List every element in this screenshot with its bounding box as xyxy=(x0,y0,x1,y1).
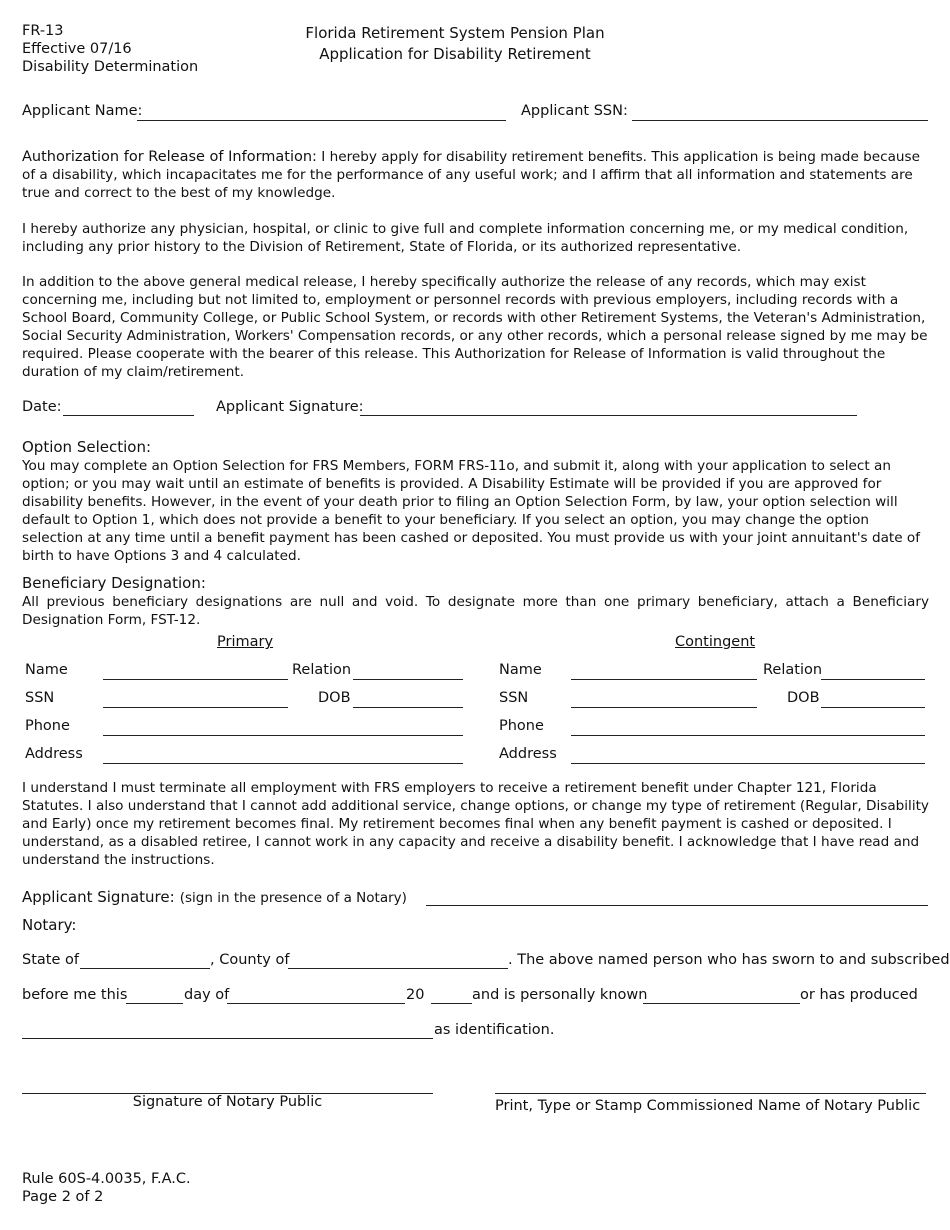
county-field[interactable] xyxy=(288,968,508,969)
understanding-text: I understand I must terminate all employment with FRS employers to receive a retirement benefit under Chapter 121, Florida Statutes. I also understand that I cannot add additional service, change options, or change my type of retirement (Regular, Disability and Early) once my retirement becomes final. My retirement becomes final when any benefit payment is cashed or deposited. I understand, as a disabled retiree, I cannot work in any capacity and receive a disability benefit. I acknowledge that I have read and understand the instructions. xyxy=(22,780,929,868)
primary-dob-field[interactable] xyxy=(353,707,463,708)
identification-field[interactable] xyxy=(22,1038,433,1039)
form-title-line1: Florida Retirement System Pension Plan xyxy=(305,24,605,42)
authorization-heading: Authorization for Release of Information: xyxy=(22,149,317,165)
primary-address-field[interactable] xyxy=(103,763,463,764)
primary-ssn-label: SSN xyxy=(25,690,55,706)
personally-known-label: and is personally known xyxy=(472,987,648,1003)
contingent-dob-label: DOB xyxy=(787,690,820,706)
form-title-line2: Application for Disability Retirement xyxy=(319,45,591,63)
month-field[interactable] xyxy=(227,1003,405,1004)
state-field[interactable] xyxy=(80,968,210,969)
primary-address-label: Address xyxy=(25,746,83,762)
contingent-name-label: Name xyxy=(499,662,542,678)
before-me-label: before me this xyxy=(22,987,128,1003)
primary-ssn-field[interactable] xyxy=(103,707,288,708)
sworn-text: . The above named person who has sworn to and subscribed xyxy=(508,952,950,968)
form-category: Disability Determination xyxy=(22,59,199,75)
date-field[interactable] xyxy=(63,415,194,416)
contingent-dob-field[interactable] xyxy=(821,707,925,708)
authorization-paragraph-1: Authorization for Release of Information: I hereby apply for disability retirement benefits. This application is being made because of a disability, which incapacitates me for the performance of any useful work; and I affirm that all information and statements are true and correct to the best of my knowledge. xyxy=(22,149,920,201)
applicant-signature-label: Applicant Signature: xyxy=(216,399,364,415)
personally-known-field[interactable] xyxy=(643,1003,800,1004)
applicant-signature-field[interactable] xyxy=(360,415,857,416)
applicant-name-field[interactable] xyxy=(137,120,506,121)
primary-phone-label: Phone xyxy=(25,718,70,734)
primary-relation-field[interactable] xyxy=(353,679,463,680)
day-of-label: day of xyxy=(184,987,230,1003)
as-identification-label: as identification. xyxy=(434,1022,555,1038)
year-field[interactable] xyxy=(431,1003,472,1004)
notary-applicant-signature-field[interactable] xyxy=(426,905,928,906)
beneficiary-heading: Beneficiary Designation: xyxy=(22,574,206,592)
applicant-name-label: Applicant Name: xyxy=(22,103,143,119)
beneficiary-text: All previous beneficiary designations are null and void. To designate more than one primary beneficiary, attach a Beneficiary Designation Form, FST-12. xyxy=(22,594,929,628)
effective-date: Effective 07/16 xyxy=(22,41,132,57)
primary-name-field[interactable] xyxy=(103,679,288,680)
notary-applicant-signature-label: Applicant Signature: xyxy=(22,888,175,906)
notary-name-field[interactable] xyxy=(495,1093,926,1094)
state-of-label: State of xyxy=(22,952,79,968)
notary-applicant-signature-label-group xyxy=(22,887,407,906)
contingent-address-label: Address xyxy=(499,746,557,762)
contingent-phone-label: Phone xyxy=(499,718,544,734)
primary-relation-label: Relation xyxy=(292,662,352,678)
primary-dob-label: DOB xyxy=(318,690,351,706)
or-produced-label: or has produced xyxy=(800,987,918,1003)
primary-heading: Primary xyxy=(217,634,274,650)
year-prefix: 20 xyxy=(406,987,425,1003)
date-label: Date: xyxy=(22,399,62,415)
contingent-address-field[interactable] xyxy=(571,763,925,764)
contingent-ssn-field[interactable] xyxy=(571,707,757,708)
option-selection-heading: Option Selection: xyxy=(22,438,152,456)
notary-name-caption: Print, Type or Stamp Commissioned Name of Notary Public xyxy=(495,1098,921,1114)
contingent-phone-field[interactable] xyxy=(571,735,925,736)
page-number: Page 2 of 2 xyxy=(22,1189,104,1205)
notary-applicant-signature-note: (sign in the presence of a Notary) xyxy=(179,890,407,906)
contingent-name-field[interactable] xyxy=(571,679,757,680)
authorization-paragraph-2: I hereby authorize any physician, hospital, or clinic to give full and complete information concerning me, or my medical condition, including any prior history to the Division of Retirement, State of Florida, or its authorized representative. xyxy=(22,221,909,255)
option-selection-text: You may complete an Option Selection for FRS Members, FORM FRS-11o, and submit it, along with your application to select an option; or you may wait until an estimate of benefits is provided. A Disability Estimate will be provided if you are approved for disability benefits. However, in the event of your death prior to filing an Option Selection Form, by law, your option selection will default to Option 1, which does not provide a benefit to your beneficiary. If you select an option, you may change the option selection at any time until a benefit payment has been cashed or deposited. You must provide us with your joint annuitant's date of birth to have Options 3 and 4 calculated. xyxy=(22,458,921,564)
notary-signature-caption: Signature of Notary Public xyxy=(132,1094,323,1110)
primary-phone-field[interactable] xyxy=(103,735,463,736)
county-of-label: , County of xyxy=(210,952,290,968)
contingent-ssn-label: SSN xyxy=(499,690,529,706)
day-field[interactable] xyxy=(126,1003,183,1004)
contingent-relation-field[interactable] xyxy=(821,679,925,680)
applicant-ssn-field[interactable] xyxy=(632,120,928,121)
authorization-paragraph-3: In addition to the above general medical release, I hereby specifically authorize the release of any records, which may exist concerning me, including but not limited to, employment or personnel records with previous employers, including records with a School Board, Community College, or Public School System, or records with other Retirement Systems, the Veteran's Administration, Social Security Administration, Workers' Compensation records, or any other records, which a personal release signed by me may be required. Please cooperate with the bearer of this release. This Authorization for Release of Information is valid throughout the duration of my claim/retirement. xyxy=(22,274,928,380)
contingent-heading: Contingent xyxy=(675,634,756,650)
applicant-ssn-label: Applicant SSN: xyxy=(521,103,628,119)
contingent-relation-label: Relation xyxy=(763,662,823,678)
notary-heading: Notary: xyxy=(22,916,77,934)
primary-name-label: Name xyxy=(25,662,68,678)
rule-reference: Rule 60S-4.0035, F.A.C. xyxy=(22,1171,191,1187)
form-id: FR-13 xyxy=(22,23,64,39)
